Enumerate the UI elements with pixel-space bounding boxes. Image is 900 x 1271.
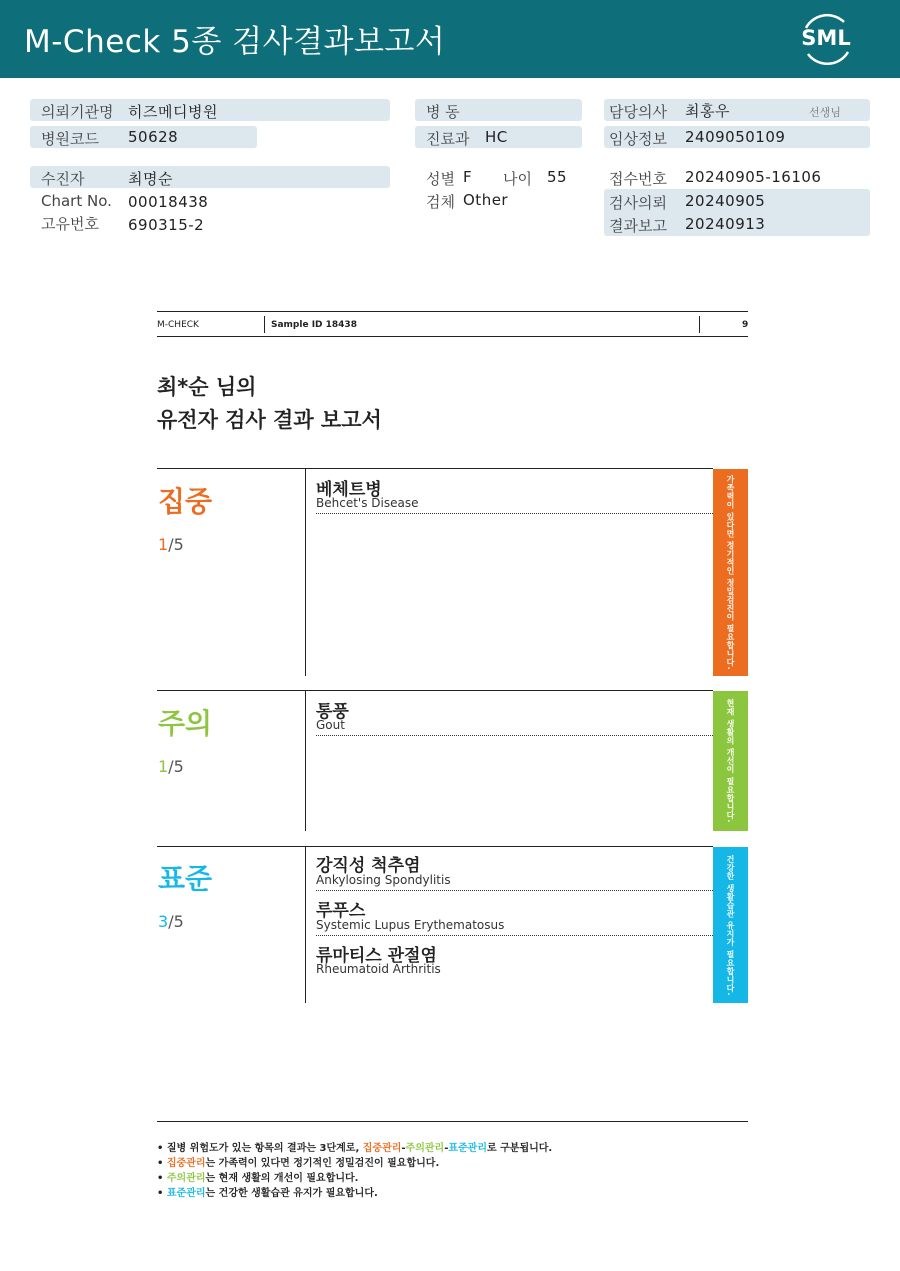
request-label: 검사의뢰 (609, 194, 667, 212)
dotted-divider (316, 513, 713, 514)
disease-as-ko: 강직성 척추염 (316, 856, 421, 876)
side-text-standard: 건강한 생활습관 유지가 필요합니다. (726, 854, 735, 996)
report-title-line2: 유전자 검사 결과 보고서 (157, 408, 382, 432)
disease-gout-ko: 통풍 (316, 702, 349, 722)
specimen-label: 검체 (426, 193, 455, 211)
footer-line (157, 1121, 748, 1122)
note-1-g: 로 구분됩니다. (486, 1143, 553, 1154)
count-caution-num: 1 (158, 757, 169, 776)
category-focus: 집중 (158, 485, 213, 518)
note-3: • 주의관리는 현재 생활의 개선이 필요합니다. (157, 1173, 359, 1184)
note-4-a: 표준관리 (166, 1188, 206, 1199)
category-caution: 주의 (158, 707, 213, 740)
note-2-b: 는 가족력이 있다면 정기적인 정밀검진이 필요합니다. (205, 1158, 440, 1169)
note-2-a: 집중관리 (166, 1158, 206, 1169)
disease-behcet-en: Behcet's Disease (316, 496, 419, 510)
report-title-line1: 최*순 님의 (157, 375, 257, 399)
disease-as-en: Ankylosing Spondylitis (316, 873, 451, 887)
page-number: 9 (742, 320, 749, 330)
hospital-code-label: 병원코드 (41, 130, 99, 148)
dept-label: 진료과 (426, 130, 470, 148)
note-3-b: 는 현재 생활의 개선이 필요합니다. (205, 1173, 359, 1184)
side-banner-focus (713, 469, 748, 676)
age-value: 55 (547, 168, 568, 186)
disease-sle-en: Systemic Lupus Erythematosus (316, 918, 505, 932)
reception-value: 20240905-16106 (685, 168, 822, 186)
section-caution-divider (305, 691, 306, 831)
note-1-e: - (444, 1143, 449, 1154)
section-caution-top-line (157, 690, 713, 691)
count-standard (158, 912, 184, 931)
count-caution-total: /5 (168, 757, 184, 776)
count-caution (158, 757, 184, 776)
dept-value: HC (485, 128, 508, 146)
dotted-divider (316, 735, 713, 736)
section-focus-top-line (157, 468, 713, 469)
unique-value: 690315-2 (128, 216, 205, 234)
note-1-b: 집중관리 (362, 1143, 402, 1154)
note-4-b: 는 건강한 생활습관 유지가 필요합니다. (205, 1188, 378, 1199)
category-standard: 표준 (158, 862, 213, 895)
header-bar (0, 0, 900, 78)
side-text-caution: 현재 생활의 개선이 필요합니다. (726, 699, 735, 823)
note-1: • 질병 위험도가 있는 항목의 결과는 3단계로, 집중관리-주의관리-표준관리로 구분됩니다. (157, 1143, 553, 1154)
section-focus-divider (305, 469, 306, 676)
disease-ra-ko: 류마티스 관절염 (316, 946, 437, 966)
chart-label: Chart No. (41, 192, 112, 210)
dotted-divider (316, 935, 713, 936)
disease-behcet-ko: 베체트병 (316, 480, 382, 500)
page-title: M-Check 5종 검사결과보고서 (24, 24, 446, 60)
section-standard-divider (305, 847, 306, 1003)
ward-label: 병 동 (426, 103, 460, 121)
note-1-c: - (401, 1143, 406, 1154)
note-3-a: 주의관리 (166, 1173, 206, 1184)
result-label: 결과보고 (609, 217, 667, 235)
report-header-top-line (157, 311, 748, 312)
disease-sle-ko: 루푸스 (316, 901, 366, 921)
sex-label: 성별 (426, 170, 455, 188)
disease-ra-en: Rheumatoid Arthritis (316, 962, 441, 976)
note-4: • 표준관리는 건강한 생활습관 유지가 필요합니다. (157, 1188, 378, 1199)
age-label: 나이 (503, 170, 532, 188)
count-standard-num: 3 (158, 912, 169, 931)
sample-id: Sample ID 18438 (271, 320, 357, 330)
report-brand: M-CHECK (157, 320, 199, 330)
doctor-label: 담당의사 (609, 103, 667, 121)
unique-label: 고유번호 (41, 215, 99, 233)
side-text-focus: 가족력이 있다면 정기적인 정밀검진이 필요합니다. (726, 474, 735, 671)
request-value: 20240905 (685, 192, 766, 210)
count-focus-num: 1 (158, 535, 169, 554)
count-focus-total: /5 (168, 535, 184, 554)
report-header-divider-right (699, 316, 700, 333)
clinical-value: 2409050109 (685, 128, 786, 146)
doctor-suffix: 선생님 (809, 106, 841, 119)
side-banner-standard (713, 847, 748, 1003)
count-focus (158, 535, 184, 554)
sex-value: F (463, 168, 473, 186)
sml-logo (796, 10, 856, 68)
institution-value: 히즈메디병원 (128, 103, 218, 121)
hospital-code-value: 50628 (128, 128, 179, 146)
specimen-value: Other (463, 191, 509, 209)
note-1-d: 주의관리 (405, 1143, 445, 1154)
patient-value: 최명순 (128, 170, 173, 188)
section-standard-top-line (157, 846, 713, 847)
dotted-divider (316, 890, 713, 891)
note-2: • 집중관리는 가족력이 있다면 정기적인 정밀검진이 필요합니다. (157, 1158, 440, 1169)
note-1-f: 표준관리 (448, 1143, 487, 1154)
chart-value: 00018438 (128, 193, 209, 211)
doctor-value: 최홍우 (685, 102, 730, 120)
clinical-label: 임상정보 (609, 130, 667, 148)
note-1-a: 질병 위험도가 있는 항목의 결과는 3단계로, (166, 1143, 363, 1154)
report-header-bottom-line (157, 336, 748, 337)
institution-label: 의뢰기관명 (41, 103, 114, 121)
count-standard-total: /5 (168, 912, 184, 931)
side-banner-caution (713, 691, 748, 831)
result-value: 20240913 (685, 215, 766, 233)
reception-label: 접수번호 (609, 170, 667, 188)
patient-label: 수진자 (41, 170, 85, 188)
disease-gout-en: Gout (316, 718, 345, 732)
report-header-divider (264, 316, 265, 333)
logo-text: SML (801, 26, 851, 50)
